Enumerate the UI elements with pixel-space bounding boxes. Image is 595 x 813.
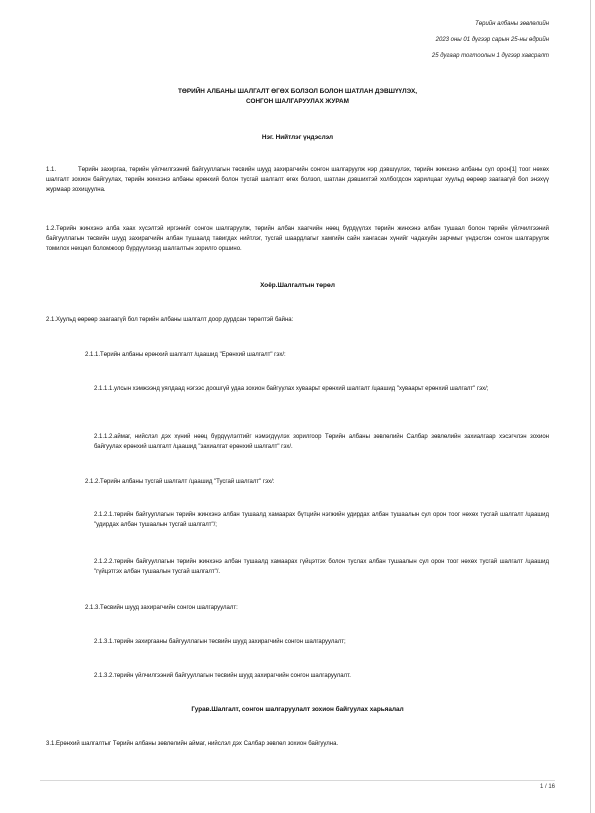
paragraph-2-1-2: 2.1.2.Төрийн албаны тусгай шалгалт /цаашид "Тусгай шалгалт" гэх/: (85, 479, 275, 485)
footer-divider (40, 780, 555, 781)
page-edge-rule (590, 0, 591, 813)
header-line-resolution: 25 дугаар тогтоолын 1 дүгээр хавсралт (431, 53, 549, 59)
document-title (60, 87, 535, 107)
paragraph-2-1-3: 2.1.3.Төсвийн шууд захирагчийн сонгон шалгаруулалт: (85, 605, 238, 611)
paragraph-2-1: 2.1.Хуульд өөрөөр заагаагүй бол төрийн албаны шалгалт доор дурдсан төрөлтэй байна: (46, 317, 294, 323)
section-heading-three: Гурав.Шалгалт, сонгон шалгаруулалт зохион байгуулах харьяалал (191, 706, 404, 713)
paragraph-1-1-text: Төрийн захиргаа, төрийн үйлчилгээний байгууллагын төсвийн шууд захирагчийн сонгон шалгаруулж нэр дэвшүүлэх, төрийн жинхэнэ албаны сул орон[1] тоог нөхөх шалгалт зохион байгуулах, төрийн жинхэнэ албаны ерөнхий болон тусгай шалгалт өгөх болзол, шатлан дэвшихтэй холбогдсон харилцааг хуульд өөрөөр заагаагүй бол энэхүү журмаар зохицуулна. (46, 167, 549, 193)
paragraph-1-2: 1.2.Төрийн жинхэнэ алба хаах хүсэлтэй иргэнийг сонгон шалгаруулж, төрийн албан хаагчийн нөөц бүрдүүлэх төрийн жинхэнэ албан тушаал болон төрийн үйлчилгээний байгууллагын төсвийн шууд захирагчийн албан тушаалд тавигдах нийтлэг, тусгай шаардлагыг хамгийн сайн хангасан хүнийг чадахуйн зарчмыг үндэслэн сонгон шалгаруулж томилох нөхцөл боломжоор бүрдүүлэхэд шалгалтын зорилго оршино. (46, 226, 549, 252)
paragraph-2-1-2-1: 2.1.2.1.төрийн байгууллагын төрийн жинхэнэ албан тушаалд хамаарах бүтцийн нэгжийн удирдах албан тушаалын сул орон тоог нөхөх тусгай шалгалт /цаашид "удирдах албан тушаалын тусгай шалгалт"/; (94, 512, 549, 528)
paragraph-1-1-number: 1.1. (46, 167, 57, 173)
paragraph-3-1: 3.1.Ерөнхий шалгалтыг Төрийн албаны зөвлөлийн аймаг, нийслэл дэх Салбар зөвлөл зохион байгуулна. (46, 741, 339, 747)
header-line-date: 2023 оны 01 дүгээр сарын 25-ны өдрийн (435, 37, 549, 43)
document-title-line2: СОНГОН ШАЛГАРУУЛАХ ЖУРАМ (246, 98, 349, 105)
paragraph-2-1-3-2: 2.1.3.2.төрийн үйлчилгээний байгууллагын төсвийн шууд захирагчийн сонгон шалгаруулалт. (94, 673, 351, 679)
paragraph-2-1-2-2: 2.1.2.2.төрийн байгууллагын төрийн жинхэнэ албан тушаалд хамаарах гүйцэтгэх болон туслах албан тушаалын сул орон тоог нөхөх тусгай шалгалт /цаашид "гүйцэтгэх албан тушаалын тусгай шалгалт"/. (94, 559, 549, 575)
section-heading-two: Хоёр.Шалгалтын төрөл (260, 282, 335, 289)
paragraph-2-1-3-1: 2.1.3.1.төрийн захиргааны байгууллагын төсвийн шууд захирагчийн сонгон шалгаруулалт; (94, 639, 346, 645)
paragraph-1-1 (46, 165, 549, 195)
document-title-line1: ТӨРИЙН АЛБАНЫ ШАЛГАЛТ ӨГӨХ БОЛЗОЛ БОЛОН ШАТЛАН ДЭВШҮҮЛЭХ, (177, 88, 418, 95)
page-number: 1 / 16 (539, 784, 555, 790)
paragraph-2-1-1-2: 2.1.1.2.аймаг, нийслэл дэх хүний нөөц бүрдүүлэлтийг нэмэгдүүлэх зорилгоор Төрийн албаны зөвлөлийн Салбар зөвлөлийн захиалгаар хэсэгчлэн зохион байгуулах ерөнхий шалгалт /цаашид "захиалгат ерөнхий шалгалт" гэх/. (94, 434, 549, 450)
paragraph-2-1-1: 2.1.1.Төрийн албаны ерөнхий шалгалт /цаашид "Ерөнхий шалгалт" гэх/: (85, 352, 286, 358)
section-heading-one: Нэг. Нийтлэг үндэслэл (261, 134, 334, 141)
header-line-council: Төрийн албаны зөвлөлийн (475, 21, 549, 27)
paragraph-2-1-1-1: 2.1.1.1.улсын хэмжээнд уялдаад нэгээс доошгүй удаа зохион байгуулах хуваарьт ерөнхий шалгалт /цаашид "хуваарьт ерөнхий шалгалт" гэх/; (94, 386, 489, 392)
